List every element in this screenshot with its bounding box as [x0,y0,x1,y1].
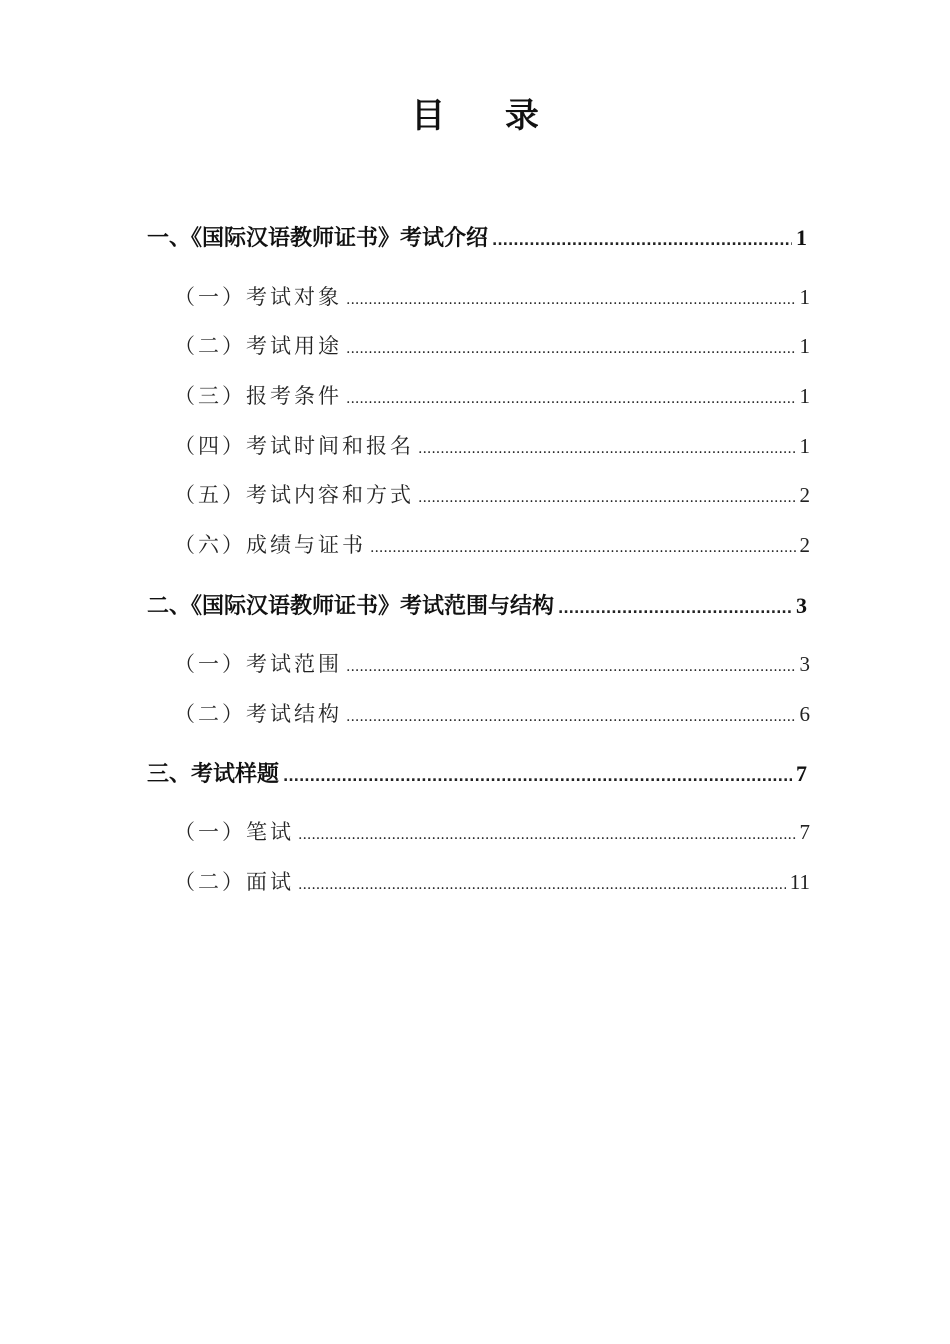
dot-leader [418,490,796,506]
toc-entry-label: （六）成绩与证书 [174,533,366,557]
toc-entry-1-2[interactable] [174,330,810,360]
toc-page-number: 7 [796,761,807,786]
dot-leader [346,659,796,675]
toc-page-number: 1 [799,434,810,458]
dot-leader [370,540,796,556]
toc-entry-label: （二）考试用途 [174,334,342,358]
toc-entry-label: （二）面试 [174,870,294,894]
toc-entry-label: （二）考试结构 [174,702,342,726]
toc-entry-2-1[interactable] [174,648,810,678]
toc-page-number: 1 [796,225,807,250]
dot-leader [558,601,792,617]
toc-page-number: 2 [799,533,810,557]
dot-leader [346,391,796,407]
page-title: 目 录 [411,96,563,136]
toc-page-number: 2 [799,483,810,507]
toc-entry-label: （一）考试对象 [174,285,342,309]
toc-page-number: 3 [796,593,807,618]
toc-entry-label: 一、《国际汉语教师证书》考试介绍 [147,226,489,251]
dot-leader [283,769,792,785]
toc-page-number: 11 [789,870,810,894]
toc-entry-1-3[interactable] [174,380,810,410]
toc-entry-2-2[interactable] [174,698,810,728]
toc-entry-3-2[interactable] [174,866,810,896]
toc-entry-1-5[interactable] [174,479,810,509]
toc-entry-1-6[interactable] [174,529,810,559]
dot-leader [492,233,792,249]
dot-leader [346,341,796,357]
toc-entry-label: 三、考试样题 [147,762,280,787]
toc-page-number: 7 [799,820,810,844]
toc-page-number: 6 [799,702,810,726]
toc-entry-label: （三）报考条件 [174,384,342,408]
dot-leader [346,292,796,308]
toc-page-number: 1 [799,285,810,309]
toc-entry-1-1[interactable] [174,281,810,311]
dot-leader [346,709,796,725]
dot-leader [298,877,786,893]
toc-entry-label: （一）笔试 [174,820,294,844]
toc-entry-3-1[interactable] [174,816,810,846]
dot-leader [418,441,796,457]
toc-page-number: 1 [799,334,810,358]
toc-entry-section-1[interactable] [147,221,807,252]
toc-entry-label: （四）考试时间和报名 [174,434,414,458]
toc-entry-section-3[interactable] [147,757,807,788]
dot-leader [298,827,796,843]
toc-entry-label: （五）考试内容和方式 [174,483,414,507]
toc-page-number: 3 [799,652,810,676]
toc-page-number: 1 [799,384,810,408]
toc-entry-label: 二、《国际汉语教师证书》考试范围与结构 [147,594,555,619]
toc-entry-label: （一）考试范围 [174,652,342,676]
toc-entry-section-2[interactable] [147,589,807,620]
toc-entry-1-4[interactable] [174,430,810,460]
